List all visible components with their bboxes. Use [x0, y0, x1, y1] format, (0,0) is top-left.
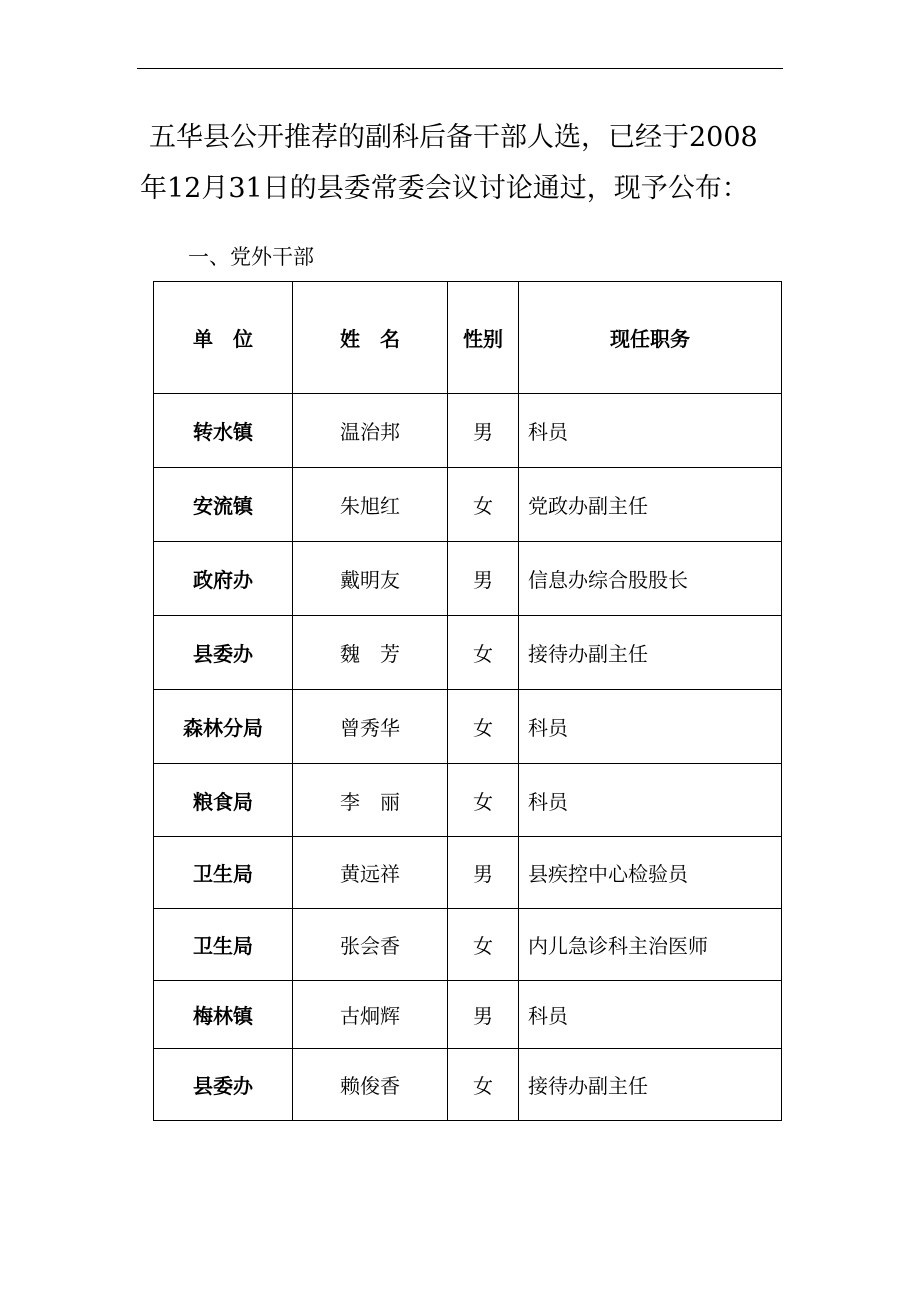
cell-name: 朱旭红 [293, 468, 448, 542]
cell-unit: 梅林镇 [154, 981, 293, 1049]
cell-position: 科员 [519, 394, 782, 468]
table-row [154, 542, 782, 616]
intro-paragraph [140, 112, 790, 214]
table-row [154, 764, 782, 837]
cell-name: 温治邦 [293, 394, 448, 468]
cell-position: 党政办副主任 [519, 468, 782, 542]
cell-position: 科员 [519, 764, 782, 837]
header-name: 姓 名 [293, 282, 448, 394]
cell-unit: 森林分局 [154, 690, 293, 764]
cell-gender: 男 [448, 542, 519, 616]
cell-unit: 粮食局 [154, 764, 293, 837]
cell-gender: 女 [448, 616, 519, 690]
cell-position: 科员 [519, 690, 782, 764]
cadre-table [153, 281, 782, 1121]
cell-name: 古炯辉 [293, 981, 448, 1049]
cell-gender: 男 [448, 981, 519, 1049]
table-row [154, 690, 782, 764]
header-unit: 单 位 [154, 282, 293, 394]
cell-gender: 女 [448, 909, 519, 981]
cell-unit: 政府办 [154, 542, 293, 616]
header-gender: 性别 [448, 282, 519, 394]
cell-unit: 县委办 [154, 1049, 293, 1121]
table-row [154, 616, 782, 690]
cell-name: 曾秀华 [293, 690, 448, 764]
header-position: 现任职务 [519, 282, 782, 394]
section-heading: 一、党外干部 [188, 245, 314, 269]
intro-line-2: 年12月31日的县委常委会议讨论通过，现予公布： [140, 173, 749, 204]
cell-name: 赖俊香 [293, 1049, 448, 1121]
cell-position: 接待办副主任 [519, 616, 782, 690]
table-row [154, 909, 782, 981]
cell-gender: 女 [448, 764, 519, 837]
cell-unit: 转水镇 [154, 394, 293, 468]
cell-unit: 县委办 [154, 616, 293, 690]
table-row [154, 981, 782, 1049]
table-header-row [154, 282, 782, 394]
table-row [154, 1049, 782, 1121]
cell-gender: 女 [448, 690, 519, 764]
cell-gender: 男 [448, 837, 519, 909]
cell-position: 内儿急诊科主治医师 [519, 909, 782, 981]
table-row [154, 468, 782, 542]
table-row [154, 837, 782, 909]
cell-unit: 安流镇 [154, 468, 293, 542]
cell-unit: 卫生局 [154, 837, 293, 909]
table-row [154, 394, 782, 468]
cell-position: 科员 [519, 981, 782, 1049]
cell-position: 接待办副主任 [519, 1049, 782, 1121]
cell-name: 戴明友 [293, 542, 448, 616]
header-rule [137, 68, 783, 69]
cell-position: 县疾控中心检验员 [519, 837, 782, 909]
intro-line-1: 五华县公开推荐的副科后备干部人选，已经于2008 [149, 122, 758, 153]
cell-unit: 卫生局 [154, 909, 293, 981]
cell-gender: 男 [448, 394, 519, 468]
cell-position: 信息办综合股股长 [519, 542, 782, 616]
cell-gender: 女 [448, 1049, 519, 1121]
cell-name: 魏 芳 [293, 616, 448, 690]
cell-gender: 女 [448, 468, 519, 542]
cell-name: 张会香 [293, 909, 448, 981]
cell-name: 黄远祥 [293, 837, 448, 909]
cell-name: 李 丽 [293, 764, 448, 837]
